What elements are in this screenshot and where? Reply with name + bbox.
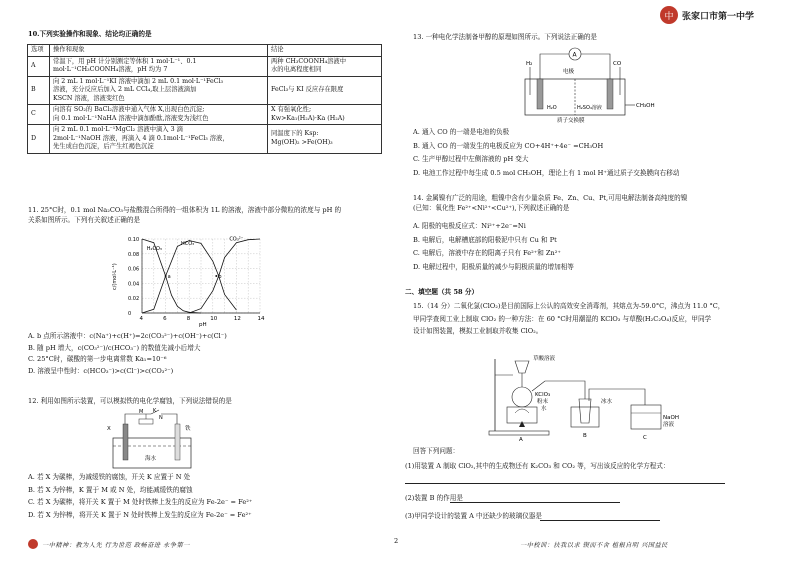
y-tick-label: 0.02 [128, 296, 140, 303]
q11-options [28, 332, 227, 376]
label-seawater: 海水 [145, 456, 157, 462]
q13-option-c: C. 生产甲醇过程中左侧溶液的 pH 变大 [413, 155, 529, 164]
q14-option-d: D. 电解过程中，阳极质量的减少与阴极质量的增加相等 [413, 262, 574, 271]
q14-stem: 14. 金属镍有广泛的用途，粗镍中含有少量杂质 Fe、Zn、Cu、Pt,可用电解法制备高纯度的镍 (已知：氧化性 Fe²⁺<Ni²⁺<Cu²⁺),下列叙述正确的是 [413, 194, 688, 212]
label-methanol: CH₃OH [636, 103, 655, 109]
label-b: B [583, 433, 587, 439]
label-kclo3: KClO₃ [535, 392, 551, 398]
q10-option-b: B [28, 76, 50, 105]
q12-option-c: C. 若 X 为碳棒，将开关 K 置于 M 处时铁棒上发生的反应为 Fe-2e⁻ = Fe²⁺ [28, 498, 253, 507]
q12-option-b: B. 若 X 为锌棒，K 置于 M 或 N 处，均能减缓铁的腐蚀 [28, 485, 193, 494]
q15-stem: 15.（14 分）二氧化氯(ClO₂)是目前国际上公认的高效安全消毒剂，其熔点为-59.0°C，沸点为 11.0 °C， 甲同学查阅工业上制取 ClO₂ 的一种方法：在 60 °C时用潮湿的 KClO₃ 与草酸(H₂C₂O₄)反应，甲同学 设计如图装置，模拟工业制取并收集 ClO₂。 [413, 302, 725, 336]
x-axis-label: pH [199, 322, 207, 328]
q10-conclusion-b: FeCl₃与 KI 反应存在限度 [268, 76, 382, 105]
q13-methanol-cell-diagram [515, 45, 665, 123]
q10-conclusion-c: X 有强氧化性; Kw>Ka₁(H₂A)·Ka (H₂A) [268, 105, 382, 125]
q14-option-c: C. 电解后，溶液中存在的阳离子只有 Fe²⁺和 Zn²⁺ [413, 249, 561, 258]
q10-header-conclusion: 结论 [268, 45, 382, 57]
q12-option-a: A. 若 X 为碳棒，为减缓铁的腐蚀，开关 K 应置于 N 处 [28, 473, 191, 481]
y-tick-label: 0.10 [128, 237, 140, 243]
q13-option-d: D. 电池工作过程中每生成 0.5 mol CH₃OH，理论上有 1 mol H⁺通过质子交换膜向右移动 [413, 168, 680, 177]
x-tick-label: 14 [257, 316, 265, 322]
q10-header-option: 选项 [28, 45, 50, 57]
q14-option-a: A. 阳极的电极反应式：Ni²⁺+2e⁻=Ni [413, 222, 526, 230]
q11-option-b: B. 随 pH 增大，c(CO₃²⁻)/c(HCO₃⁻) 的数值先减小后增大 [28, 343, 201, 352]
label-ice-water: 冰水 [601, 399, 613, 405]
series-label: HCO₃⁻ [180, 240, 197, 247]
left-footer [28, 539, 190, 549]
table-row [28, 125, 382, 154]
label-oxalic-acid: 草酸溶液 [533, 356, 556, 362]
q15-apparatus-diagram [485, 351, 685, 443]
chart-point-label: a [167, 274, 171, 280]
right-footer-text: 一中校训：扶我以求 锲而不舍 植根自明 兴国益民 [520, 542, 668, 549]
ammeter-label: A [572, 51, 577, 59]
x-tick-label: 8 [186, 316, 191, 322]
label-solution: 溶液 [663, 422, 675, 428]
q10-operation-a: 常温下，用 pH 计分别测定等体积 1 mol·L⁻¹、0.1 mol·L⁻¹CH₃COONH₄溶液，pH 均为 7 [50, 56, 268, 76]
q10-conclusion-a: 两种 CH₃COONH₄溶液中 水的电离程度相同 [268, 56, 382, 76]
q11-option-a: A. b 点所示溶液中：c(Na⁺)+c(H⁺)=2c(CO₃²⁻)+c(OH⁻)+c(Cl⁻) [28, 332, 227, 340]
q10-title: 10.下列实验操作和现象、结论均正确的是 [28, 30, 152, 38]
y-tick-label: 0 [128, 311, 132, 317]
q11-option-c: C. 25°C时，碳酸的第一步电离常数 Ka₁=10⁻⁶ [28, 355, 167, 364]
school-emblem-icon: 中 [660, 6, 678, 24]
y-tick-label: 0.06 [128, 266, 140, 273]
q13-title: 13. 一种电化学法制备甲醇的原理如图所示。下列说法正确的是 [413, 33, 598, 41]
q11-option-d: D. 溶液呈中性时：c(HCO₃⁻)>c(Cl⁻)>c(CO₃²⁻) [28, 366, 174, 375]
series-label: H₂CO₃ [146, 246, 162, 253]
table-row [28, 105, 382, 125]
q10-table [27, 44, 382, 154]
label-naoh: NaOH [663, 415, 679, 421]
label-electrode: 电极 [563, 69, 575, 75]
chart-point [215, 275, 217, 277]
x-tick-label: 12 [233, 316, 241, 322]
label-c: C [643, 435, 647, 441]
label-h2o: H₂O [547, 105, 557, 111]
q12-title: 12. 利用如图所示装置，可以模拟铁的电化学腐蚀，下列说法错误的是 [28, 397, 232, 405]
label-a: A [519, 437, 523, 443]
q10-operation-d: 向 2 mL 0.1 mol·L⁻¹MgCl₂ 溶液中滴入 3 滴 2mol·L⁻¹NaOH 溶液，再滴入 4 滴 0.1mol·L⁻¹FeCl₃ 溶液， 先生成白色沉淀，后产生红褐色沉淀 [50, 125, 268, 154]
label-m: M [139, 409, 144, 415]
q14-option-b: B. 电解后，电解槽底部的阳极泥中只有 Cu 和 Pt [413, 235, 557, 244]
q10-option-a: A [28, 56, 50, 76]
q15-sub1: (1)用装置 A 制取 ClO₂,其中的生成物还有 K₂CO₃ 和 CO₂ 等，写出该反应的化学方程式： [405, 462, 670, 470]
label-k: K [153, 408, 157, 414]
q15-sub3: (3)甲同学设计的装置 A 中还缺少的玻璃仪器是 [405, 512, 542, 520]
label-h2: H₂ [526, 61, 533, 67]
label-n: N [159, 415, 163, 421]
left-footer-text: 一中精神：教为人先 行为世范 政畅奋进 永争第一 [42, 541, 190, 549]
q13-options [413, 128, 679, 178]
label-powder: 粉末 [537, 399, 549, 405]
q12-option-d: D. 若 X 为锌棒，将开关 K 置于 N 处时铁棒上发生的反应为 Fe-2e⁻ = Fe²⁺ [28, 510, 252, 519]
q10-option-c: C [28, 105, 50, 125]
chart-point-label: b [218, 274, 222, 280]
q15-sub2: (2)装置 B 的作用是 [405, 494, 463, 502]
label-h2so4: H₂SO₄溶液 [577, 105, 602, 111]
q12-options [28, 473, 252, 520]
q15-answer-line-1[interactable] [405, 483, 725, 484]
section-fill-in: 二、填空题（共 58 分） [405, 288, 479, 296]
x-tick-label: 4 [139, 316, 143, 322]
y-tick-label: 0.04 [128, 281, 140, 288]
y-axis-label: c/(mol·L⁻¹) [112, 263, 118, 290]
x-tick-label: 10 [210, 316, 218, 322]
q10-conclusion-d: 同温度下的 Ksp: Mg(OH)₂ >Fe(OH)₃ [268, 125, 382, 154]
label-x: X [107, 426, 111, 432]
table-row [28, 76, 382, 105]
q15-sub-title: 回答下列问题： [413, 447, 460, 455]
q10-operation-b: 向 2 mL 1 mol·L⁻¹KI 溶液中滴加 2 mL 0.1 mol·L⁻¹FeCl₃ 溶液，充分反应后加入 2 mL CCl₄,取上层溶液滴加 KSCN 溶液，溶液变红色 [50, 76, 268, 105]
q15-answer-line-2[interactable] [450, 502, 620, 503]
series-label: CO₃²⁻ [229, 236, 244, 243]
y-tick-label: 0.08 [128, 251, 140, 258]
q11-stem: 11. 25°C时，0.1 mol Na₂CO₃与盐酸混合所得的一组体积为 1L 的溶液，溶液中部分微粒的浓度与 pH 的 关系如图所示。下列有关叙述正确的是 [28, 206, 342, 224]
page-number: 2 [394, 537, 399, 545]
q10-header-operation: 操作和现象 [50, 45, 268, 57]
q10-operation-c: 向溶有 SO₂的 BaCl₂溶液中通入气体 X,出现白色沉淀; 向 0.1 mol·L⁻¹NaHA 溶液中滴加酚酞,溶液变为浅红色 [50, 105, 268, 125]
school-name: 张家口市第一中学 [681, 11, 754, 22]
q12-corrosion-diagram [95, 408, 205, 470]
label-co: CO [613, 61, 622, 67]
q11-chart [110, 233, 270, 331]
chart-point [165, 275, 167, 277]
school-logo [660, 6, 754, 24]
x-tick-label: 6 [163, 316, 167, 322]
q14-options [413, 222, 574, 272]
label-water: 水 [541, 406, 547, 412]
q13-option-a: A. 通入 CO 的一端是电池的负极 [413, 128, 510, 136]
label-iron: 铁 [185, 426, 191, 432]
label-membrane: 质子交换膜 [557, 118, 585, 123]
table-row [28, 56, 382, 76]
footer-logo-icon [28, 539, 38, 549]
q15-answer-line-3[interactable] [540, 520, 660, 521]
q10-option-d: D [28, 125, 50, 154]
q13-option-b: B. 通入 CO 的一端发生的电极反应为 CO+4H⁺+4e⁻ =CH₃OH [413, 141, 604, 150]
